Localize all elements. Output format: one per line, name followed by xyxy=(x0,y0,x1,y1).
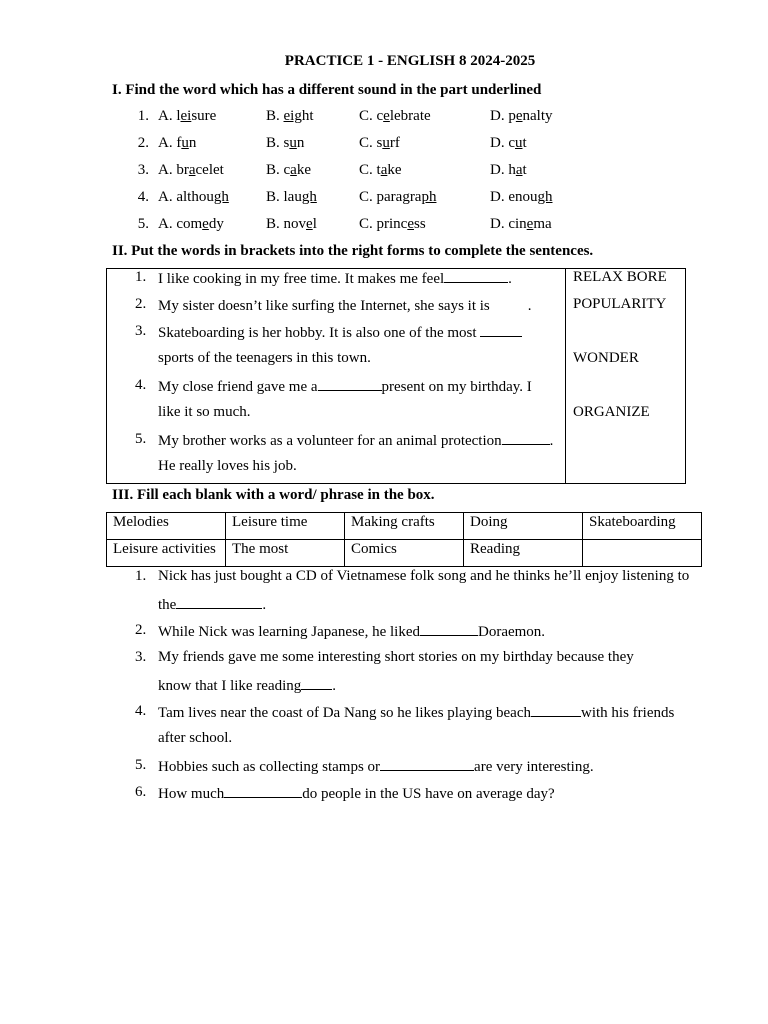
word-box-cell: Making crafts xyxy=(345,513,464,540)
item-number: 1. xyxy=(137,108,149,124)
s3-sentence-1: Nick has just bought a CD of Vietnamese folk song and he thinks he’ll enjoy listening to xyxy=(158,568,690,584)
s3-num-3: 3. xyxy=(135,649,147,665)
option-b[interactable]: B. laugh xyxy=(266,189,317,205)
s2-num-1: 1. xyxy=(135,269,147,285)
underlined-part: u xyxy=(515,135,523,151)
word-box-table xyxy=(106,512,702,567)
answer-blank[interactable] xyxy=(420,622,478,636)
word-box-row xyxy=(107,540,702,567)
section2-box xyxy=(106,268,686,484)
underlined-part: gh xyxy=(301,189,317,205)
underlined-part: e xyxy=(383,108,390,124)
word-box-cell: Comics xyxy=(345,540,464,567)
option-a[interactable]: A. comedy xyxy=(158,216,224,232)
option-b[interactable]: B. sun xyxy=(266,135,305,151)
option-c[interactable]: C. paragraph xyxy=(359,189,437,205)
section2-divider xyxy=(565,269,566,483)
underlined-part: e xyxy=(526,216,534,232)
answer-blank[interactable] xyxy=(531,703,581,717)
s2-sentence-2: My sister doesn’t like surfing the Internet, she says it is . xyxy=(158,298,532,314)
s3-sentence-2: While Nick was learning Japanese, he liked Doraemon. xyxy=(158,624,546,640)
underlined-part: gh xyxy=(537,189,553,205)
s2-num-4: 4. xyxy=(135,377,147,393)
s3-num-2: 2. xyxy=(135,622,147,638)
answer-blank[interactable] xyxy=(490,296,528,310)
underlined-part: e xyxy=(306,216,313,232)
answer-blank[interactable] xyxy=(380,757,474,771)
s3-sentence-3-cont: know that I like reading . xyxy=(158,678,337,694)
word-relax-bore: RELAX BORE xyxy=(573,269,667,285)
section2-heading: II. Put the words in brackets into the right forms to complete the sentences. xyxy=(112,243,594,259)
underlined-part: ei xyxy=(180,108,192,124)
s2-sentence-4-cont: like it so much. xyxy=(158,404,251,420)
option-a[interactable]: A. bracelet xyxy=(158,162,224,178)
word-box-cell: Leisure time xyxy=(226,513,345,540)
underlined-part: u xyxy=(289,135,297,151)
underlined-part: e xyxy=(407,216,414,232)
s2-num-2: 2. xyxy=(135,296,147,312)
s3-num-5: 5. xyxy=(135,757,147,773)
s3-sentence-1-cont: the . xyxy=(158,597,267,613)
s3-num-4: 4. xyxy=(135,703,147,719)
s2-sentence-5: My brother works as a volunteer for an animal protection . xyxy=(158,433,554,449)
underlined-part: eig xyxy=(283,108,302,124)
answer-blank[interactable] xyxy=(301,676,332,690)
option-c[interactable]: C. take xyxy=(359,162,402,178)
word-box-cell xyxy=(583,540,702,567)
word-box-cell: The most xyxy=(226,540,345,567)
s3-sentence-4-cont: after school. xyxy=(158,730,233,746)
s3-num-1: 1. xyxy=(135,568,147,584)
underlined-part: a xyxy=(290,162,297,178)
answer-blank[interactable] xyxy=(444,269,508,283)
word-wonder: WONDER xyxy=(573,350,639,366)
s2-sentence-5-cont: He really loves his job. xyxy=(158,458,297,474)
underlined-part: a xyxy=(515,162,523,178)
item-number: 4. xyxy=(137,189,149,205)
word-popularity: POPULARITY xyxy=(573,296,667,312)
option-c[interactable]: C. surf xyxy=(359,135,400,151)
s3-sentence-6: How much do people in the US have on average day? xyxy=(158,786,555,802)
item-number: 5. xyxy=(137,216,149,232)
word-box-cell: Reading xyxy=(464,540,583,567)
option-b[interactable]: B. cake xyxy=(266,162,312,178)
option-a[interactable]: A. fun xyxy=(158,135,197,151)
s2-sentence-3: Skateboarding is her hobby. It is also one of the most xyxy=(158,323,522,342)
word-box-row xyxy=(107,513,702,540)
answer-blank[interactable] xyxy=(176,595,262,609)
option-a[interactable]: A. leisure xyxy=(158,108,217,124)
s2-num-3: 3. xyxy=(135,323,147,339)
item-number: 3. xyxy=(137,162,149,178)
s3-num-6: 6. xyxy=(135,784,147,800)
word-organize: ORGANIZE xyxy=(573,404,650,420)
s2-sentence-1: I like cooking in my free time. It makes me feel . xyxy=(158,271,512,287)
underlined-part: a xyxy=(380,162,388,178)
word-box-cell: Melodies xyxy=(107,513,226,540)
option-d[interactable]: D. cut xyxy=(490,135,527,151)
item-number: 2. xyxy=(137,135,149,151)
option-d[interactable]: D. cinema xyxy=(490,216,552,232)
s2-sentence-3-cont: sports of the teenagers in this town. xyxy=(158,350,371,366)
option-c[interactable]: C. princess xyxy=(359,216,426,232)
answer-blank[interactable] xyxy=(502,431,550,445)
s3-sentence-4: Tam lives near the coast of Da Nang so he likes playing beach with his friends xyxy=(158,705,675,721)
s2-sentence-4: My close friend gave me a present on my birthday. I xyxy=(158,379,532,395)
underlined-part: ph xyxy=(421,189,437,205)
section3-heading: III. Fill each blank with a word/ phrase in the box. xyxy=(112,487,435,503)
word-box-cell: Leisure activities xyxy=(107,540,226,567)
underlined-part: e xyxy=(202,216,209,232)
section1-heading: I. Find the word which has a different sound in the part underlined xyxy=(112,82,542,98)
answer-blank[interactable] xyxy=(318,377,382,391)
option-d[interactable]: D. enough xyxy=(490,189,553,205)
option-d[interactable]: D. hat xyxy=(490,162,527,178)
underlined-part: u xyxy=(181,135,189,151)
option-c[interactable]: C. celebrate xyxy=(359,108,431,124)
underlined-part: gh xyxy=(213,189,229,205)
option-d[interactable]: D. penalty xyxy=(490,108,553,124)
s3-sentence-3: My friends gave me some interesting short stories on my birthday because they xyxy=(158,649,634,665)
word-box-cell: Doing xyxy=(464,513,583,540)
word-box-cell: Skateboarding xyxy=(583,513,702,540)
s2-num-5: 5. xyxy=(135,431,147,447)
option-b[interactable]: B. eight xyxy=(266,108,314,124)
underlined-part: a xyxy=(188,162,196,178)
option-a[interactable]: A. although xyxy=(158,189,229,205)
answer-blank[interactable] xyxy=(480,323,522,337)
underlined-part: e xyxy=(515,108,523,124)
s3-sentence-5: Hobbies such as collecting stamps or are very interesting. xyxy=(158,759,594,775)
underlined-part: u xyxy=(382,135,390,151)
option-b[interactable]: B. novel xyxy=(266,216,317,232)
page-title: PRACTICE 1 - ENGLISH 8 2024-2025 xyxy=(284,53,536,69)
answer-blank[interactable] xyxy=(224,784,302,798)
